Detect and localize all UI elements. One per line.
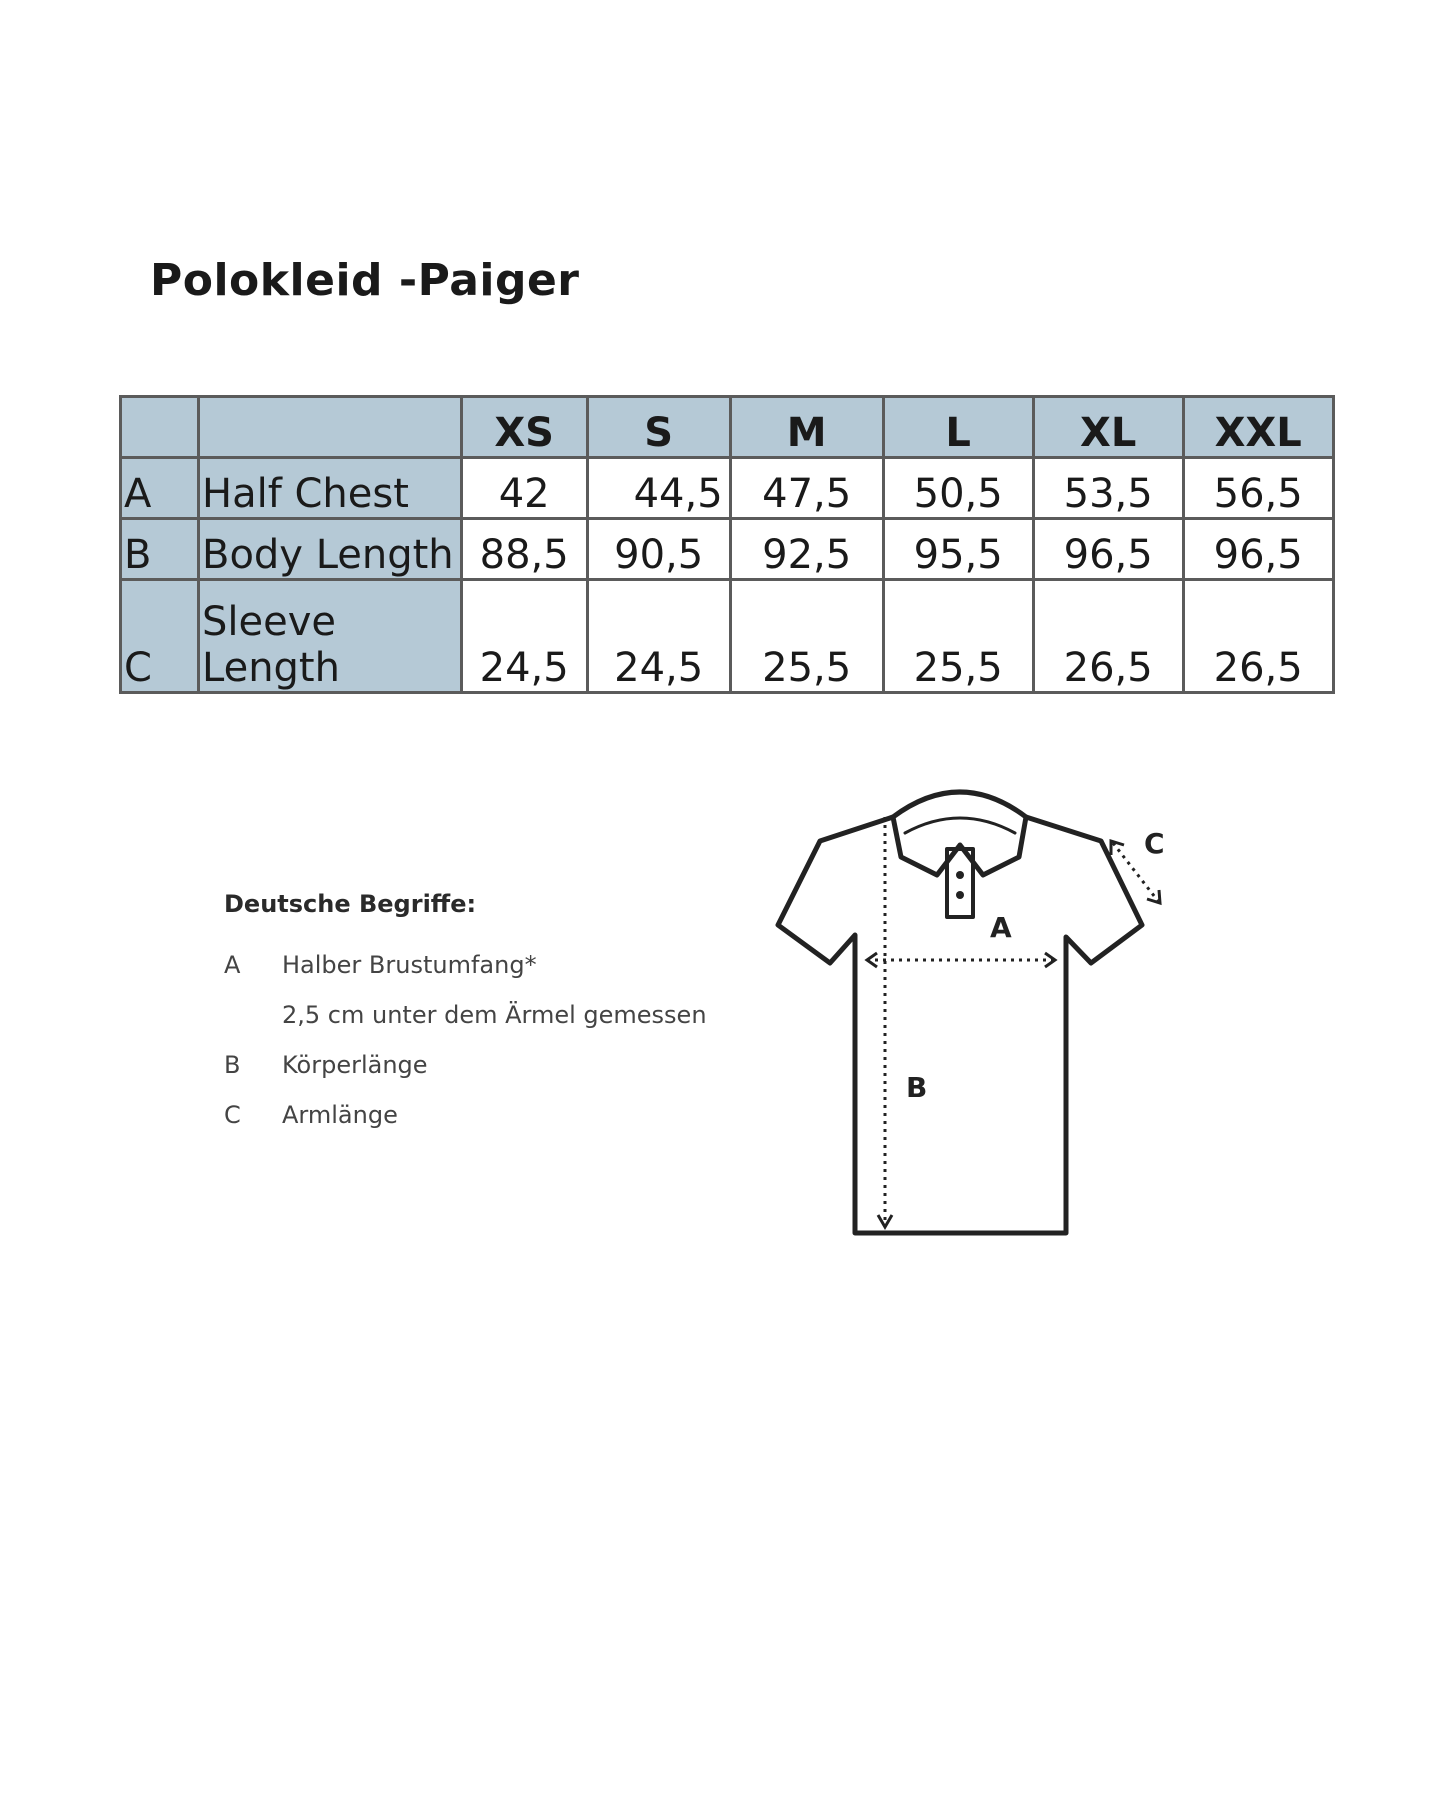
measure-b-arrow: [878, 1215, 892, 1227]
table-cell: 56,5: [1183, 458, 1333, 519]
legend-note: 2,5 cm unter dem Ärmel gemessen: [282, 1001, 707, 1029]
legend-key: B: [224, 1051, 241, 1079]
table-cell: 24,5: [587, 580, 730, 693]
collar-fold: [905, 818, 1015, 833]
table-cell: 90,5: [587, 519, 730, 580]
size-table: [119, 395, 1335, 694]
table-cell: 24,5: [461, 580, 587, 693]
size-header-xxl: XXL: [1183, 397, 1333, 458]
header-empty-cell: [121, 397, 199, 458]
row-label: Body Length: [199, 519, 462, 580]
legend-key: A: [224, 951, 241, 979]
table-cell: 44,5: [587, 458, 730, 519]
table-cell: 92,5: [730, 519, 883, 580]
polo-shirt-diagram: [775, 775, 1195, 1255]
table-cell: 50,5: [883, 458, 1033, 519]
shirt-collar: [893, 792, 1026, 875]
table-cell: 26,5: [1033, 580, 1183, 693]
size-header-xs: XS: [461, 397, 587, 458]
row-label: Sleeve Length: [199, 580, 462, 693]
table-cell: 25,5: [883, 580, 1033, 693]
table-cell: 25,5: [730, 580, 883, 693]
size-header-l: L: [883, 397, 1033, 458]
measure-a-arrows: [867, 953, 1055, 967]
legend-text: Körperlänge: [282, 1051, 428, 1079]
header-empty-cell: [199, 397, 462, 458]
size-header-row: [121, 397, 1334, 458]
table-cell: 47,5: [730, 458, 883, 519]
legend-text: Armlänge: [282, 1101, 398, 1129]
row-letter: B: [121, 519, 199, 580]
label-a: A: [990, 911, 1012, 944]
legend-title: Deutsche Begriffe:: [224, 890, 477, 918]
legend-item: [224, 1090, 707, 1140]
legend-item: [224, 1040, 707, 1090]
shirt-outline: [778, 817, 1142, 1233]
page-title: Polokleid -Paiger: [150, 255, 580, 306]
table-row: [121, 458, 1334, 519]
table-row: [121, 519, 1334, 580]
table-row: [121, 580, 1334, 693]
button-dot: [956, 891, 964, 899]
size-header-m: M: [730, 397, 883, 458]
table-cell: 88,5: [461, 519, 587, 580]
legend: [224, 890, 707, 1140]
size-header-xl: XL: [1033, 397, 1183, 458]
size-header-s: S: [587, 397, 730, 458]
row-letter: C: [121, 580, 199, 693]
legend-text: Halber Brustumfang*: [282, 951, 537, 979]
legend-item: [224, 940, 707, 990]
table-cell: 42: [461, 458, 587, 519]
table-cell: 53,5: [1033, 458, 1183, 519]
table-cell: 26,5: [1183, 580, 1333, 693]
table-cell: 96,5: [1033, 519, 1183, 580]
button-dot: [956, 871, 964, 879]
row-label: Half Chest: [199, 458, 462, 519]
table-cell: 96,5: [1183, 519, 1333, 580]
row-letter: A: [121, 458, 199, 519]
legend-key: C: [224, 1101, 241, 1129]
label-b: B: [906, 1071, 928, 1104]
table-cell: 95,5: [883, 519, 1033, 580]
label-c: C: [1144, 827, 1165, 860]
